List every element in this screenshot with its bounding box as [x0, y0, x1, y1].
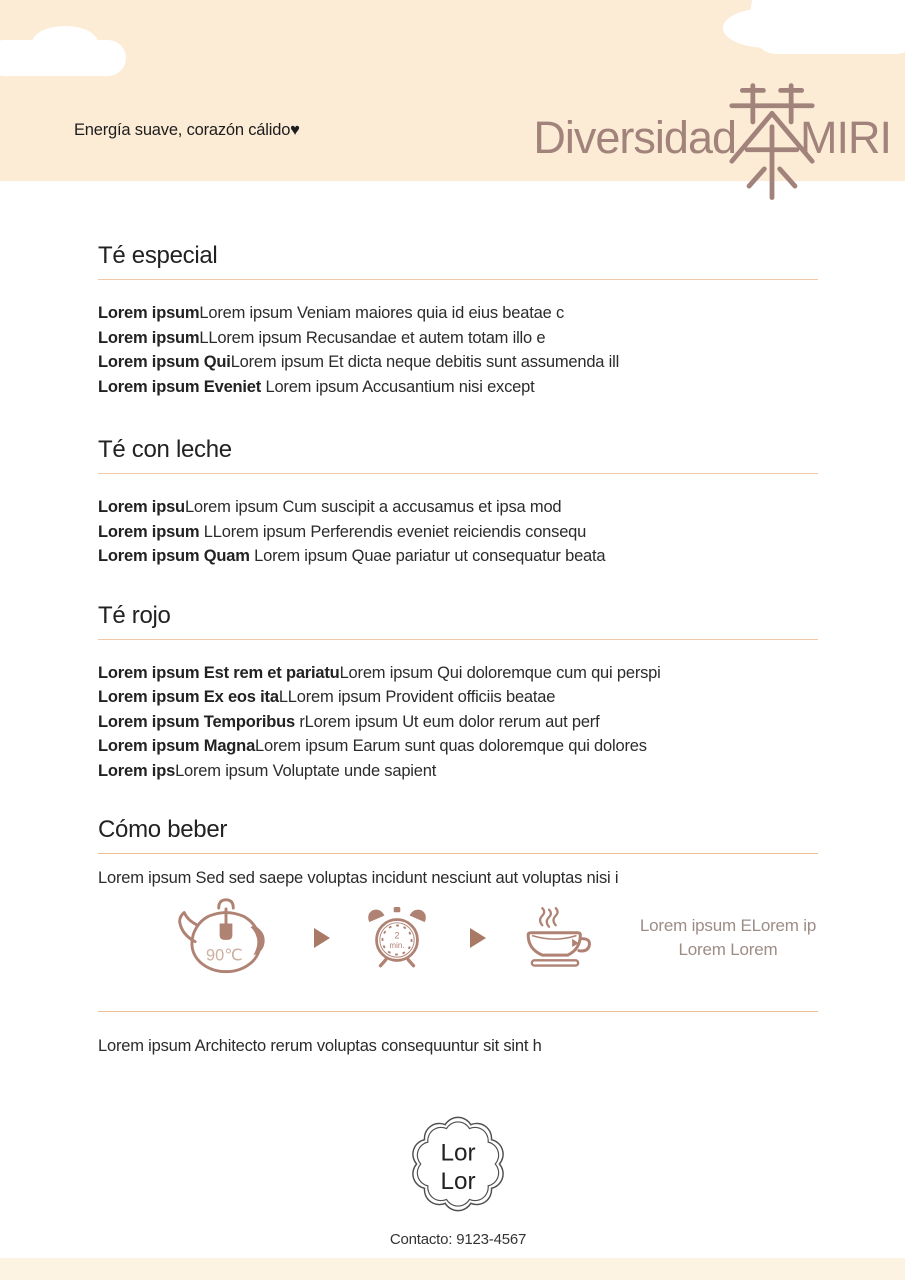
menu-item: Lorem ipsum Quam Lorem ipsum Quae pariatur ut consequatur beata	[98, 547, 606, 565]
menu-item-list	[98, 301, 818, 399]
menu-item: Lorem ipsum MagnaLorem ipsum Earum sunt quas doloremque qui dolores	[98, 737, 647, 755]
section-te-rojo	[98, 601, 818, 784]
arrow-right-icon	[470, 928, 486, 948]
teapot-icon	[176, 896, 276, 980]
cloud-left-decoration	[0, 40, 126, 76]
section-como-beber	[98, 815, 818, 1058]
scalloped-seal-icon	[397, 1110, 519, 1218]
arrow-right-icon	[314, 928, 330, 948]
result-line-1: Lorem ipsum ELorem ip	[639, 916, 817, 935]
bottom-strip-decoration	[0, 1258, 905, 1280]
menu-item-list	[98, 661, 818, 784]
menu-item: Lorem ipsum QuiLorem ipsum Et dicta neque debitis sunt assumenda ill	[98, 353, 620, 371]
menu-item: Lorem ipsumLLorem ipsum Recusandae et autem totam illo e	[98, 328, 546, 347]
section-title: Té con leche	[98, 436, 232, 463]
teapot-temperature-label: 90℃	[206, 946, 243, 965]
result-line-2: Lorem Lorem	[678, 940, 778, 959]
timer-minutes-number: 2	[394, 930, 400, 941]
brewing-steps	[98, 890, 818, 986]
badge-text-line-1: Lor	[440, 1139, 476, 1167]
howto-intro-text: Lorem ipsum Sed sed saepe voluptas incidunt nesciunt aut voluptas nisi i	[98, 869, 619, 887]
section-divider	[98, 473, 818, 474]
menu-content	[0, 241, 905, 1248]
section-te-especial	[98, 241, 818, 399]
menu-item: Lorem ipsum Eveniet Lorem ipsum Accusantium nisi except	[98, 377, 535, 396]
header	[0, 0, 905, 181]
badge-text-line-2: Lor	[440, 1168, 476, 1196]
brewing-result-text	[638, 914, 818, 962]
menu-item: Lorem ipsum Est rem et pariatuLorem ipsum Qui doloremque cum qui perspi	[98, 663, 661, 682]
teacup-icon	[514, 903, 596, 973]
menu-item: Lorem ipsum LLorem ipsum Perferendis eveniet reiciendis consequ	[98, 522, 587, 541]
section-divider	[98, 279, 818, 280]
section-te-con-leche	[98, 435, 818, 569]
footer-badge	[98, 1110, 818, 1223]
brand-logo	[533, 70, 891, 204]
section-title: Cómo beber	[98, 816, 228, 843]
menu-item: Lorem ipsum Temporibus rLorem ipsum Ut eum dolor rerum aut perf	[98, 712, 600, 731]
section-divider	[98, 639, 818, 640]
header-tagline: Energía suave, corazón cálido♥	[74, 121, 300, 139]
logo-text-right: MIRI	[800, 111, 891, 163]
section-divider	[98, 1011, 818, 1012]
timer-minutes-unit: min.	[389, 940, 405, 950]
menu-item: Lorem ipsumLorem ipsum Veniam maiores quia id eius beatae c	[98, 304, 565, 322]
cloud-right-decoration	[751, 0, 905, 54]
menu-item: Lorem ipsum Ex eos itaLLorem ipsum Provident officiis beatae	[98, 688, 556, 706]
section-title: Té rojo	[98, 601, 171, 629]
menu-item-list	[98, 495, 818, 569]
menu-item: Lorem ipsLorem ipsum Voluptate unde sapient	[98, 761, 437, 780]
section-title: Té especial	[98, 242, 218, 269]
section-divider	[98, 853, 818, 854]
howto-closing-text: Lorem ipsum Architecto rerum voluptas consequuntur sit sint h	[98, 1037, 542, 1055]
timer-clock-icon	[364, 893, 430, 983]
contact-info: Contacto: 9123-4567	[389, 1231, 527, 1248]
menu-item: Lorem ipsuLorem ipsum Cum suscipit a accusamus et ipsa mod	[98, 498, 562, 516]
logo-text-left: Diversidad	[533, 111, 736, 163]
